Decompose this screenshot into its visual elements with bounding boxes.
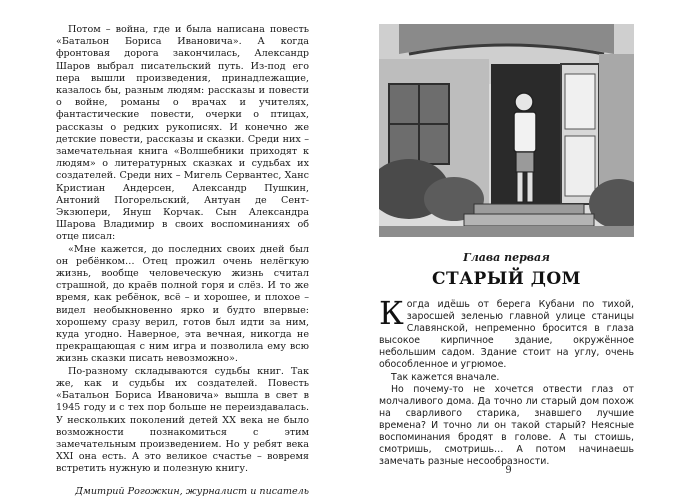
chapter-body: [379, 294, 634, 468]
page-number: 9: [505, 465, 512, 476]
left-paragraph-3: По-разному складываются судьбы книг. Так же, как и судьбы их создателей. Повесть «Батальон Бориса Ивановича» вышла в свет в 1945 году и с тех пор больше не переиздавалась. У нескольких поколений детей XX века не было возможности познакомиться с этим замечательным произведением. Но у ребят века XXI она есть. А это великое счастье – вовремя встретить нужную и полезную книгу.: [56, 365, 309, 475]
drop-cap: К: [379, 294, 404, 332]
author-signature: Дмитрий Рогожкин, журналист и писатель: [75, 485, 309, 497]
chapter-paragraph-3: Но почему-то не хочется отвести глаз от молчаливого дома. Да точно ли старый дом похож на сварливого старика, знавшего лучшие времена? И точно ли он такой старый? Неясные воспоминания бродят в голове. А ты стоишь, смотришь, смотришь… А потом начинаешь замечать разные несообразности.: [379, 383, 634, 468]
left-paragraph-1: Потом – война, где и была написана повесть «Батальон Бориса Ивановича». А когда фронтовая дорога закончилась, Александр Шаров выбрал писательский путь. Из-под его пера вышли произведения, принадлежащие, казалось бы, разным людям: рассказы и повести о войне, романы о врачах и учителях, фантастические повести, очерки о птицах, рассказы о редких рукописях. И конечно же детские повести, рассказы и сказки. Среди них – замечательная книга «Волшебники приходят к людям» о литературных сказках и судьбах их создателей. Среди них – Мигель Сервантес, Ханс Кристиан Андерсен, Александр Пушкин, Антоний Погорельский, Антуан де Сент-Экзюпери, Януш Корчак. Сын Александра Шарова Владимир в своих воспоминаниях об отце писал:: [56, 24, 309, 243]
chapter-title: СТАРЫЙ ДОМ: [432, 269, 581, 289]
left-paragraph-quote: «Мне кажется, до последних своих дней был он ребёнком… Отец прожил очень нелёгкую жизнь, вообще человеческую жизнь считал страшной, до краёв полной горя и слёз. И то же время, как ребёнок, всё – и хорошее, и плохое – видел необыкновенно ярко и будто впервые: хорошему сразу верил, готов был идти за ним, куда угодно. Наверное, эта вечная, никогда не прекращающая с ним игра и позволила ему всю жизнь сказки писать невозможно».: [56, 243, 309, 365]
right-page: [339, 0, 678, 500]
first-paragraph-text: огда идёшь от берега Кубани по тихой, заросшей зеленью главной улице станицы Славянской, непременно бросится в глаза высокое кирпичное здание, окружённое небольшим садом. Здание стоит на углу, очень обособленное и угрюмое.: [379, 299, 634, 371]
chapter-paragraph-2: Так кажется вначале.: [391, 371, 500, 383]
chapter-label: Глава первая: [463, 251, 550, 264]
chapter-illustration: [379, 24, 634, 237]
chapter-first-paragraph: [379, 294, 634, 372]
